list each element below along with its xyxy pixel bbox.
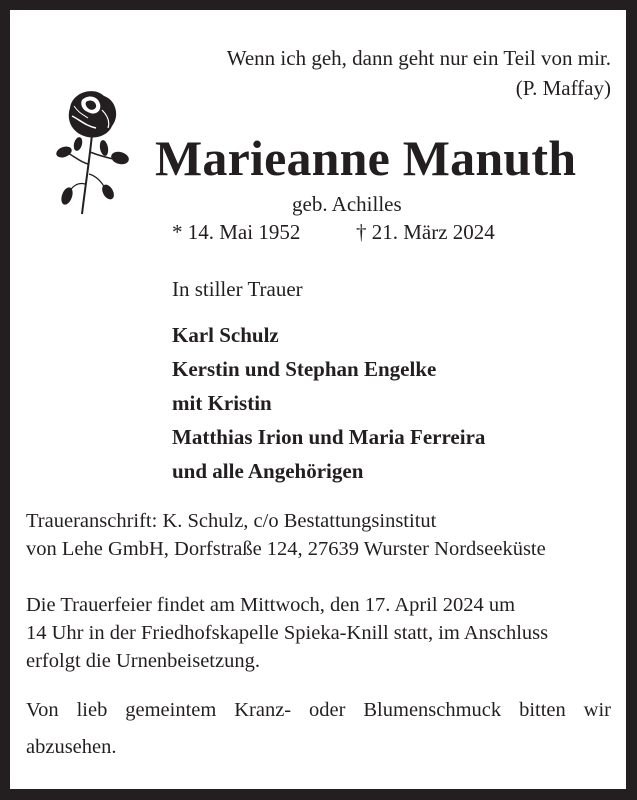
birth-date: * 14. Mai 1952 [172,220,301,244]
quote-attribution: (P. Maffay) [515,76,611,100]
deceased-name: Marieanne Manuth [155,130,577,186]
mourner: und alle Angehörigen [172,459,364,483]
mourner: Karl Schulz [172,323,279,347]
rose-icon [52,86,130,216]
mourner: Kerstin und Stephan Engelke [172,357,437,381]
service-line-1: Die Trauerfeier findet am Mittwoch, den 17. April 2024 um [26,594,516,616]
quote-text: Wenn ich geh, dann geht nur ein Teil von mir. [226,46,611,70]
flower-request: Von lieb gemeintem Kranz- oder Blumenschmuck bitten wir abzusehen. [26,699,611,758]
address-line-1: Traueranschrift: K. Schulz, c/o Bestattungsinstitut [26,510,437,532]
service-line-2: 14 Uhr in der Friedhofskapelle Spieka-Knill statt, im Anschluss [26,622,549,644]
mourner: Matthias Irion und Maria Ferreira [172,425,486,449]
death-date: † 21. März 2024 [356,220,495,244]
mourner: mit Kristin [172,391,272,415]
mourners-list [172,318,485,488]
address-line-2: von Lehe GmbH, Dorfstraße 124, 27639 Wurster Nordseeküste [26,538,546,560]
maiden-name: geb. Achilles [292,192,402,216]
service-line-3: erfolgt die Urnenbeisetzung. [26,650,260,672]
mourning-phrase: In stiller Trauer [172,277,303,301]
